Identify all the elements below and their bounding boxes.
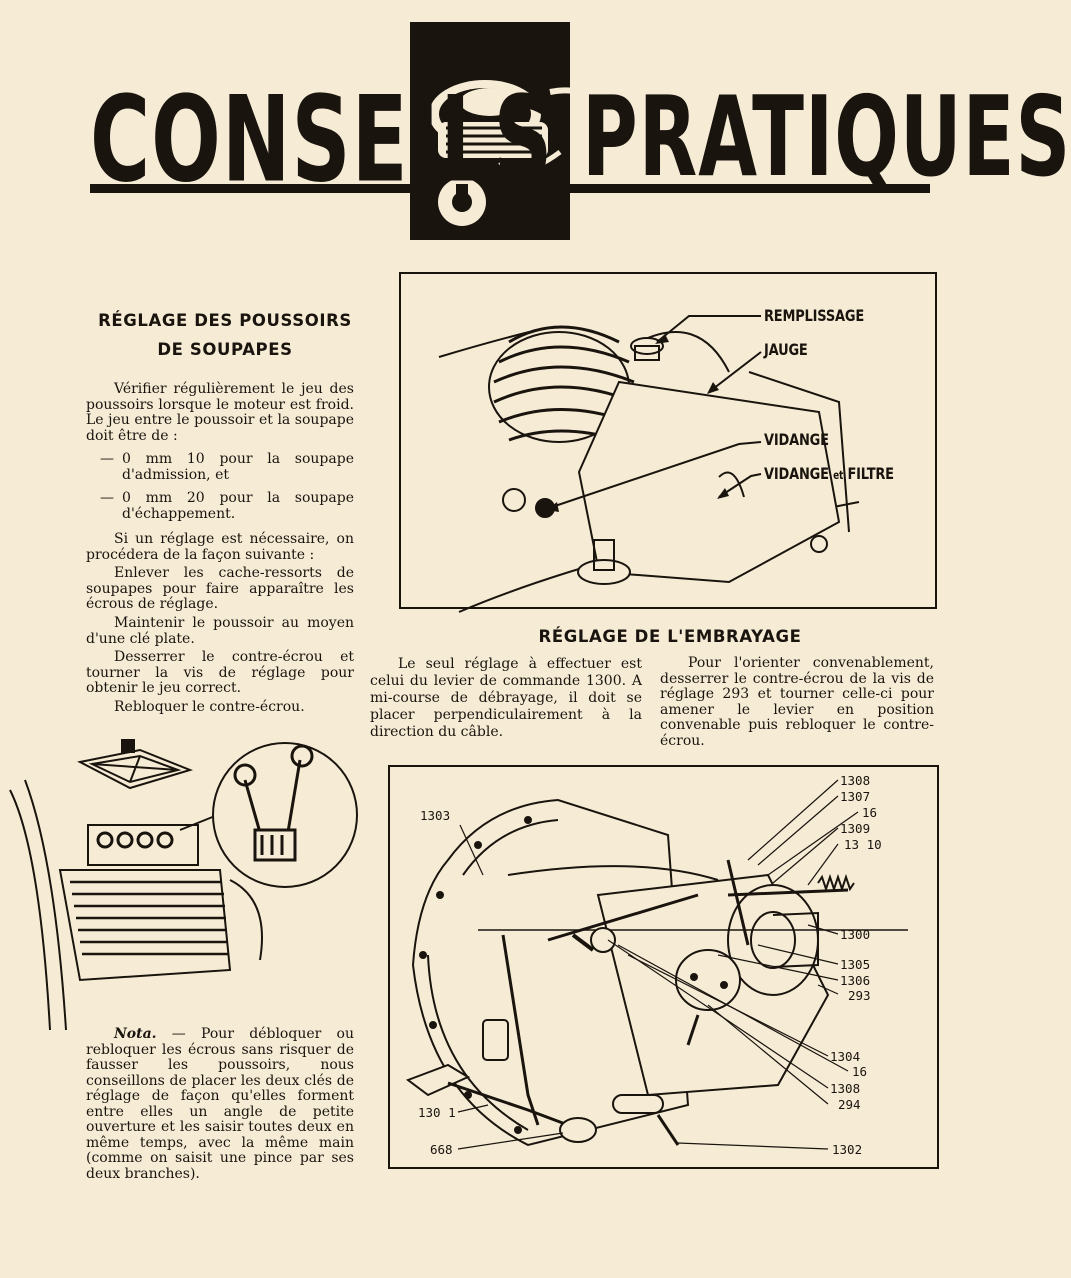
list-dash: —	[100, 451, 114, 467]
header-word-pratiques: PRATIQUES	[582, 71, 1071, 201]
valve-adjustment-illustration	[0, 730, 370, 1040]
part-1303: 1303	[420, 808, 451, 823]
nota-paragraph	[86, 1027, 354, 1182]
part-1304: 1304	[830, 1049, 861, 1064]
valve-title-line1: RÉGLAGE DES POUSSOIRS	[98, 311, 352, 330]
part-1306: 1306	[840, 973, 871, 988]
valve-paragraph-6: Rebloquer le contre-écrou.	[114, 699, 305, 715]
part-1302: 1302	[832, 1142, 863, 1157]
list-dash: —	[100, 490, 114, 506]
label-vidange: VIDANGE	[764, 431, 829, 450]
valve-paragraph-2: Si un réglage est nécessaire, on procédera de la façon suivante :	[86, 531, 354, 563]
list-item-text: 0 mm 20 pour la soupape d'échappement.	[122, 490, 354, 522]
part-16-top: 16	[862, 805, 878, 820]
valve-title-line2: DE SOUPAPES	[157, 340, 293, 359]
clutch-column-2: Pour l'orienter convenablement, desserrer le contre-écrou de la vis de réglage 293 et tourner celle-ci pour amener le levier en position convenable puis rebloquer le contre-écrou.	[660, 655, 934, 749]
valve-clearance-exhaust	[100, 491, 354, 523]
label-remplissage: REMPLISSAGE	[764, 307, 865, 326]
header-word-conseils: CONSEILS	[90, 71, 554, 210]
part-1308-top: 1308	[840, 773, 871, 788]
valve-paragraph-3: Enlever les cache-ressorts de soupapes pour faire apparaître les écrous de réglage.	[86, 565, 354, 612]
part-1309: 1309	[840, 821, 871, 836]
label-vidange-filtre-a: VIDANGE	[764, 465, 829, 484]
label-jauge: JAUGE	[764, 341, 808, 360]
part-1305: 1305	[840, 957, 871, 972]
part-1300: 1300	[840, 927, 871, 942]
part-1301: 130 1	[418, 1105, 456, 1120]
clutch-column-1: Le seul réglage à effectuer est celui du levier de commande 1300. A mi-course de débrayage, il doit se placer perpendiculairement à la direction du câble.	[370, 656, 642, 740]
label-vidange-filtre-b: et	[833, 470, 844, 483]
clutch-section-title: RÉGLAGE DE L'EMBRAYAGE	[538, 627, 802, 646]
nota-text: — Pour débloquer ou rebloquer les écrous sans risquer de fausser les poussoirs, nous conseillons de placer les deux clés de réglage de façon qu'elles forment entre elles un angle de petite ouverture et les saisir toutes deux en même temps, avec la même main (comme on saisit une pince par ses deux branches).	[86, 1026, 354, 1182]
part-294: 294	[838, 1097, 861, 1112]
part-1307: 1307	[840, 789, 871, 804]
valve-intro-paragraph: Vérifier régulièrement le jeu des poussoirs lorsque le moteur est froid. Le jeu entre le poussoir et la soupape doit être de :	[86, 381, 354, 444]
part-1310: 13 10	[844, 837, 882, 852]
part-293: 293	[848, 988, 871, 1003]
part-1308-bottom: 1308	[830, 1081, 861, 1096]
part-16-bottom: 16	[852, 1064, 868, 1079]
valve-paragraph-5: Desserrer le contre-écrou et tourner la vis de réglage pour obtenir le jeu correct.	[86, 649, 354, 696]
nota-label: Nota.	[114, 1026, 157, 1042]
part-668: 668	[430, 1142, 453, 1157]
label-vidange-filtre	[764, 465, 894, 484]
valve-paragraph-4: Maintenir le poussoir au moyen d'une clé plate.	[86, 615, 354, 647]
list-item-text: 0 mm 10 pour la soupape d'admission, et	[122, 451, 354, 483]
label-vidange-filtre-c: FILTRE	[847, 465, 894, 484]
valve-clearance-intake	[100, 452, 354, 484]
valve-section-title	[70, 306, 380, 364]
